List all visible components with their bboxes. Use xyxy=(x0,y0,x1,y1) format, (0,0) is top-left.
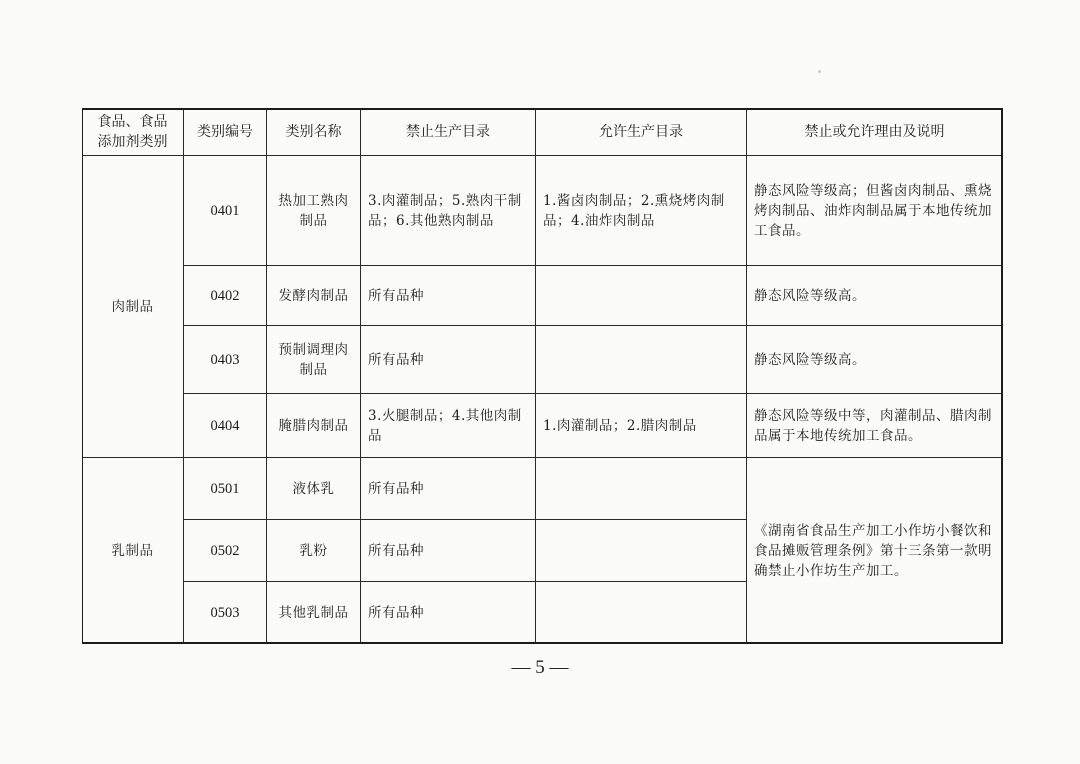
header-reason xyxy=(747,108,1003,156)
allowed-value: 1.酱卤肉制品；2.熏烧烤肉制品；4.油炸肉制品 xyxy=(543,192,725,229)
code-cell xyxy=(184,520,267,582)
code-cell xyxy=(184,458,267,520)
prohibited-cell xyxy=(361,458,536,520)
prohibited-cell xyxy=(361,582,536,644)
header-prohibited-text: 禁止生产目录 xyxy=(406,123,490,140)
name-value: 腌腊肉制品 xyxy=(278,417,349,434)
code-cell xyxy=(184,582,267,644)
reason-value: 《湖南省食品生产加工小作坊小餐饮和食品摊贩管理条例》第十三条第一款明确禁止小作坊生产加工。 xyxy=(754,522,992,579)
header-allowed xyxy=(536,108,747,156)
code-value: 0402 xyxy=(210,287,240,304)
category-label: 乳制品 xyxy=(111,542,154,559)
code-cell xyxy=(184,326,267,394)
prohibited-value: 所有品种 xyxy=(368,287,424,304)
prohibited-cell xyxy=(361,394,536,458)
code-value: 0404 xyxy=(210,417,240,434)
name-value: 其他乳制品 xyxy=(278,604,349,621)
category-label: 肉制品 xyxy=(111,298,154,315)
reason-value: 静态风险等级中等，肉灌制品、腊肉制品属于本地传统加工食品。 xyxy=(754,407,992,444)
name-cell xyxy=(267,458,361,520)
header-name xyxy=(267,108,361,156)
name-value: 液体乳 xyxy=(292,480,335,497)
header-category-text: 食品、食品添加剂类别 xyxy=(97,113,168,150)
prohibited-cell xyxy=(361,520,536,582)
name-value: 发酵肉制品 xyxy=(278,287,349,304)
allowed-value: 1.肉灌制品；2.腊肉制品 xyxy=(543,417,697,434)
page-number: — 5 — xyxy=(511,657,569,678)
header-name-text: 类别名称 xyxy=(285,123,342,140)
header-code-text: 类别编号 xyxy=(197,123,253,140)
prohibited-value: 3.肉灌制品；5.熟肉干制品；6.其他熟肉制品 xyxy=(368,192,522,229)
reason-cell xyxy=(747,326,1003,394)
reason-value: 静态风险等级高；但酱卤肉制品、熏烧烤肉制品、油炸肉制品属于本地传统加工食品。 xyxy=(754,182,992,239)
prohibited-value: 所有品种 xyxy=(368,604,424,621)
name-cell xyxy=(267,156,361,266)
allowed-cell xyxy=(536,394,747,458)
reason-cell-dairy xyxy=(747,458,1003,644)
allowed-cell xyxy=(536,156,747,266)
code-value: 0403 xyxy=(210,351,240,368)
allowed-cell xyxy=(536,582,747,644)
name-cell xyxy=(267,394,361,458)
reason-cell xyxy=(747,394,1003,458)
prohibited-value: 所有品种 xyxy=(368,351,424,368)
allowed-cell xyxy=(536,266,747,326)
reason-value: 静态风险等级高。 xyxy=(754,287,866,304)
name-value: 乳粉 xyxy=(299,542,328,559)
prohibited-value: 所有品种 xyxy=(368,542,424,559)
category-cell-dairy xyxy=(82,458,184,644)
category-cell-meat xyxy=(82,156,184,458)
prohibited-cell xyxy=(361,266,536,326)
header-category xyxy=(82,108,184,156)
reason-value: 静态风险等级高。 xyxy=(754,351,866,368)
allowed-cell xyxy=(536,458,747,520)
prohibited-cell xyxy=(361,326,536,394)
code-value: 0401 xyxy=(210,202,240,219)
allowed-cell xyxy=(536,520,747,582)
prohibited-value: 所有品种 xyxy=(368,480,424,497)
header-allowed-text: 允许生产目录 xyxy=(599,123,683,140)
header-reason-text: 禁止或允许理由及说明 xyxy=(804,123,945,140)
code-value: 0502 xyxy=(210,542,240,559)
scan-speck xyxy=(818,70,821,73)
name-value: 预制调理肉制品 xyxy=(278,341,349,378)
name-cell xyxy=(267,520,361,582)
code-cell xyxy=(184,394,267,458)
code-value: 0501 xyxy=(210,480,240,497)
reason-cell xyxy=(747,266,1003,326)
allowed-cell xyxy=(536,326,747,394)
code-cell xyxy=(184,156,267,266)
name-cell xyxy=(267,326,361,394)
header-prohibited xyxy=(361,108,536,156)
name-cell xyxy=(267,582,361,644)
prohibited-value: 3.火腿制品；4.其他肉制品 xyxy=(368,407,522,444)
name-cell xyxy=(267,266,361,326)
name-value: 热加工熟肉制品 xyxy=(278,192,349,229)
prohibited-cell xyxy=(361,156,536,266)
code-value: 0503 xyxy=(210,604,240,621)
reason-cell xyxy=(747,156,1003,266)
header-code xyxy=(184,108,267,156)
code-cell xyxy=(184,266,267,326)
